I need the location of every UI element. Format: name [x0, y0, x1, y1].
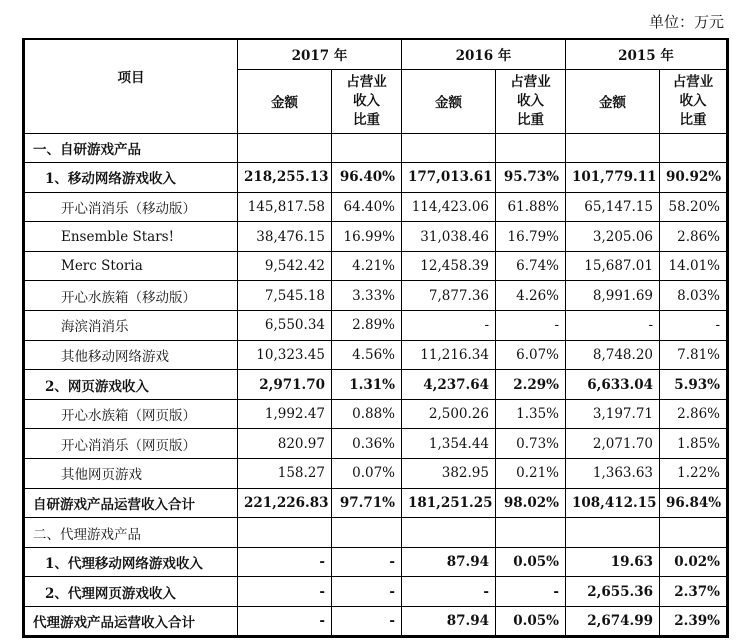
amount-cell: 145,817.58 — [238, 192, 332, 222]
header-amount: 金额 — [566, 69, 660, 133]
share-cell: 2.29% — [496, 370, 566, 400]
share-cell — [660, 133, 728, 163]
share-cell: 64.40% — [332, 192, 402, 222]
share-cell: 16.79% — [496, 222, 566, 252]
table-row — [24, 429, 728, 459]
share-cell — [332, 133, 402, 163]
amount-cell: 38,476.15 — [238, 222, 332, 252]
share-cell: 1.31% — [332, 370, 402, 400]
share-cell: 0.36% — [332, 429, 402, 459]
table-row — [24, 163, 728, 193]
amount-cell: 2,071.70 — [566, 429, 660, 459]
table-row — [24, 459, 728, 489]
share-cell: 1.22% — [660, 459, 728, 489]
row-label: 其他移动网络游戏 — [24, 340, 238, 370]
amount-cell: 158.27 — [238, 459, 332, 489]
amount-cell: 2,971.70 — [238, 370, 332, 400]
table-row — [24, 399, 728, 429]
amount-cell: 181,251.25 — [402, 488, 496, 518]
table-row — [24, 340, 728, 370]
amount-cell — [566, 133, 660, 163]
amount-cell: 2,674.99 — [566, 607, 660, 637]
share-cell: 2.86% — [660, 399, 728, 429]
amount-cell: 11,216.34 — [402, 340, 496, 370]
row-label: 海滨消消乐 — [24, 311, 238, 341]
share-cell — [332, 518, 402, 548]
amount-cell: - — [238, 607, 332, 637]
amount-cell: 9,542.42 — [238, 251, 332, 281]
row-label: Merc Storia — [24, 251, 238, 281]
amount-cell: 2,655.36 — [566, 577, 660, 607]
table-row — [24, 547, 728, 577]
header-share: 占营业 收入 比重 — [332, 69, 402, 133]
amount-cell: 7,545.18 — [238, 281, 332, 311]
amount-cell: 101,779.11 — [566, 163, 660, 193]
row-label: 一、自研游戏产品 — [24, 133, 238, 163]
amount-cell: 7,877.36 — [402, 281, 496, 311]
amount-cell: - — [566, 311, 660, 341]
row-label: 开心水族箱（移动版） — [24, 281, 238, 311]
row-label: 开心水族箱（网页版） — [24, 399, 238, 429]
share-cell: - — [660, 311, 728, 341]
share-cell: 8.03% — [660, 281, 728, 311]
share-cell: 96.84% — [660, 488, 728, 518]
share-cell: 4.56% — [332, 340, 402, 370]
amount-cell: 31,038.46 — [402, 222, 496, 252]
amount-cell — [402, 133, 496, 163]
unit-label: 单位：万元 — [648, 13, 724, 31]
share-cell: 98.02% — [496, 488, 566, 518]
amount-cell: 65,147.15 — [566, 192, 660, 222]
share-cell: - — [332, 547, 402, 577]
amount-cell: 6,550.34 — [238, 311, 332, 341]
amount-cell — [238, 518, 332, 548]
row-label: 其他网页游戏 — [24, 459, 238, 489]
amount-cell: 221,226.83 — [238, 488, 332, 518]
header-amount: 金额 — [238, 69, 332, 133]
table-row — [24, 370, 728, 400]
row-label: Ensemble Stars! — [24, 222, 238, 252]
share-cell: 96.40% — [332, 163, 402, 193]
share-cell: 0.73% — [496, 429, 566, 459]
row-label: 自研游戏产品运营收入合计 — [24, 488, 238, 518]
share-cell: 6.74% — [496, 251, 566, 281]
share-cell: - — [496, 577, 566, 607]
amount-cell: 218,255.13 — [238, 163, 332, 193]
row-label: 代理游戏产品运营收入合计 — [24, 607, 238, 637]
amount-cell: 3,197.71 — [566, 399, 660, 429]
revenue-table — [22, 38, 729, 638]
amount-cell: 12,458.39 — [402, 251, 496, 281]
share-cell: 0.05% — [496, 607, 566, 637]
amount-cell: 1,354.44 — [402, 429, 496, 459]
amount-cell: - — [238, 577, 332, 607]
amount-cell: - — [402, 311, 496, 341]
share-cell: 7.81% — [660, 340, 728, 370]
share-cell — [496, 133, 566, 163]
amount-cell: 820.97 — [238, 429, 332, 459]
header-year-2017: 2017 年 — [238, 39, 402, 69]
amount-cell: 4,237.64 — [402, 370, 496, 400]
share-cell: 0.02% — [660, 547, 728, 577]
share-cell: 6.07% — [496, 340, 566, 370]
share-cell: 2.37% — [660, 577, 728, 607]
amount-cell: 10,323.45 — [238, 340, 332, 370]
table-row — [24, 281, 728, 311]
amount-cell: 87.94 — [402, 547, 496, 577]
header-share: 占营业 收入 比重 — [660, 69, 728, 133]
header-year-2015: 2015 年 — [566, 39, 728, 69]
share-cell: 2.89% — [332, 311, 402, 341]
row-label: 1、代理移动网络游戏收入 — [24, 547, 238, 577]
row-label: 2、代理网页游戏收入 — [24, 577, 238, 607]
amount-cell: 8,991.69 — [566, 281, 660, 311]
share-cell: 90.92% — [660, 163, 728, 193]
share-cell: 95.73% — [496, 163, 566, 193]
table-row — [24, 251, 728, 281]
amount-cell: 87.94 — [402, 607, 496, 637]
share-cell: 4.26% — [496, 281, 566, 311]
amount-cell: - — [238, 547, 332, 577]
table-row — [24, 607, 728, 637]
header-year-2016: 2016 年 — [402, 39, 566, 69]
amount-cell: 382.95 — [402, 459, 496, 489]
table-row — [24, 311, 728, 341]
row-label: 开心消消乐（移动版） — [24, 192, 238, 222]
table-row — [24, 222, 728, 252]
share-cell: 1.35% — [496, 399, 566, 429]
amount-cell: 114,423.06 — [402, 192, 496, 222]
table-row — [24, 518, 728, 548]
share-cell: 0.21% — [496, 459, 566, 489]
share-cell — [496, 518, 566, 548]
row-label: 开心消消乐（网页版） — [24, 429, 238, 459]
amount-cell: 8,748.20 — [566, 340, 660, 370]
share-cell: - — [332, 607, 402, 637]
share-cell: - — [496, 311, 566, 341]
share-cell: 2.86% — [660, 222, 728, 252]
amount-cell — [238, 133, 332, 163]
share-cell: 3.33% — [332, 281, 402, 311]
amount-cell: 2,500.26 — [402, 399, 496, 429]
amount-cell: 3,205.06 — [566, 222, 660, 252]
amount-cell: 19.63 — [566, 547, 660, 577]
header-share: 占营业 收入 比重 — [496, 69, 566, 133]
table-row — [24, 577, 728, 607]
amount-cell: 6,633.04 — [566, 370, 660, 400]
row-label: 2、网页游戏收入 — [24, 370, 238, 400]
share-cell: 1.85% — [660, 429, 728, 459]
share-cell: - — [332, 577, 402, 607]
share-cell: 14.01% — [660, 251, 728, 281]
amount-cell: 177,013.61 — [402, 163, 496, 193]
header-item: 项目 — [24, 39, 238, 133]
amount-cell — [566, 518, 660, 548]
share-cell: 61.88% — [496, 192, 566, 222]
table-row — [24, 192, 728, 222]
share-cell: 4.21% — [332, 251, 402, 281]
share-cell: 97.71% — [332, 488, 402, 518]
row-label: 1、移动网络游戏收入 — [24, 163, 238, 193]
amount-cell: 108,412.15 — [566, 488, 660, 518]
row-label: 二、代理游戏产品 — [24, 518, 238, 548]
amount-cell — [402, 518, 496, 548]
share-cell: 0.07% — [332, 459, 402, 489]
table-body — [24, 133, 728, 636]
table-row — [24, 133, 728, 163]
share-cell: 0.88% — [332, 399, 402, 429]
share-cell: 58.20% — [660, 192, 728, 222]
share-cell: 5.93% — [660, 370, 728, 400]
share-cell: 2.39% — [660, 607, 728, 637]
share-cell: 16.99% — [332, 222, 402, 252]
share-cell — [660, 518, 728, 548]
amount-cell: - — [402, 577, 496, 607]
amount-cell: 15,687.01 — [566, 251, 660, 281]
header-amount: 金额 — [402, 69, 496, 133]
share-cell: 0.05% — [496, 547, 566, 577]
table-row — [24, 488, 728, 518]
amount-cell: 1,992.47 — [238, 399, 332, 429]
amount-cell: 1,363.63 — [566, 459, 660, 489]
